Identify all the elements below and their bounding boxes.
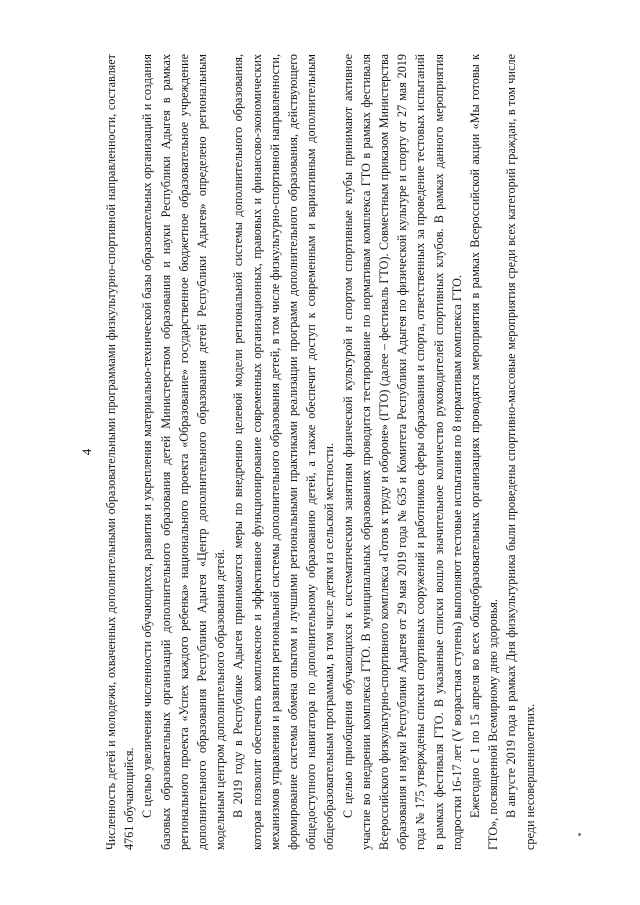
paragraph-5: Ежегодно с 1 по 15 апреля во всех общеобразовательных организациях проводятся мероприятия в рамках Всероссийской акции «Мы готовы к ГТО», посвященной Всемирному дню здоровья. xyxy=(468,54,501,850)
paragraph-4: С целью приобщения обучающихся к систематическим занятиям физической культурой и спортом спортивные клубы принимают активное участие во внедрении комплекса ГТО. В муниципальных образованиях проводится тестирование по нормативам комплекса ГТО в рамках фестиваля Всероссийского физкультурно-спортивного комплекса «Готов к труду и обороне» (ГТО) (далее – фестиваль ГТО). Совместным приказом Министерства образования и науки Республики Адыгея от 29 мая 2019 года № 635 и Комитета Республики Адыгея по физической культуре и спорту от 27 мая 2019 года № 175 утверждены списки спортивных сооружений и работников сферы образования и спорта, ответственных за проведение тестовых испытаний в рамках фестиваля ГТО. В указанные списки вошло значительное количество руководителей спортивных клубов. В рамках данного мероприятия подростки 16-17 лет (V возрастная ступень) выполняют тестовые испытания по 8 нормативам комплекса ГТО. xyxy=(340,54,464,850)
page-number: 4 xyxy=(79,448,94,456)
paragraph-2: С целью увеличения численности обучающихся, развития и укрепления материально-технической базы образовательных организаций и создания базовых образовательных организаций дополнительного образования детей Министерством образования и науки Республики Адыгея в рамках регионального проекта «Успех каждого ребенка» национального проекта «Образование» государственное бюджетное образовательное учреждение дополнительного образования Республики Адыгея «Центр дополнительного образования детей Республики Адыгея» определено региональным модельным центром дополнительного образования детей. xyxy=(140,54,228,850)
paragraph-6: В августе 2019 года в рамках Дня физкультурника были проведены спортивно-массовые мероприятия среди всех категорий граждан, в том числе среди несовершеннолетних. xyxy=(504,54,537,850)
rotated-text-block xyxy=(80,54,568,850)
document-body xyxy=(102,54,539,850)
scan-speck xyxy=(578,833,581,836)
paragraph-1: Численность детей и молодежи, охваченных дополнительными образовательными программами физкультурно-спортивной направленности, составляет 4761 обучающийся. xyxy=(104,54,137,850)
paragraph-3: В 2019 году в Республике Адыгея принимаются меры по внедрению целевой модели региональной системы дополнительного образования, которая позволит обеспечить комплексное и эффективное функционирование современных организационных, правовых и финансово-экономических механизмов управления и развития региональной системы дополнительного образования детей, в том числе физкультурно-спортивной направленности, формирование системы обмена опытом и лучшими региональными практиками реализации программ дополнительного образования, действующего общедоступного навигатора по дополнительному образованию детей, а также обеспечит доступ к современным и вариативным дополнительным общеобразовательным программам, в том числе детям из сельской местности. xyxy=(231,54,337,850)
